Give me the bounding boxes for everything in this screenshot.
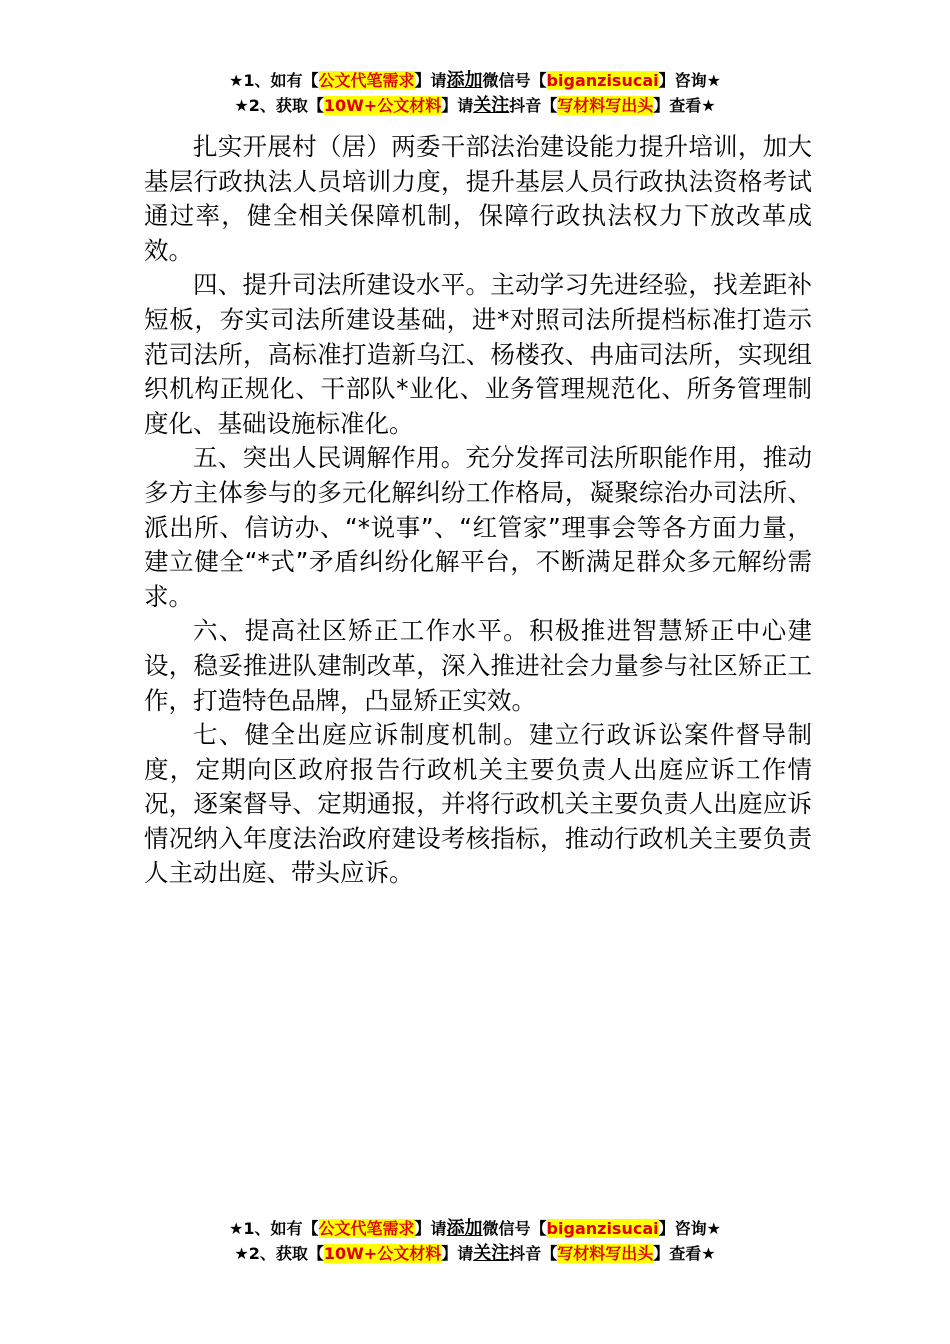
banner-highlight: 10W+公文材料 [323, 96, 442, 115]
banner-text: 】请 [414, 71, 447, 90]
banner-text: 抖音【 [509, 96, 558, 115]
banner-text: 】请 [441, 96, 474, 115]
banner-underline: 添加 [446, 1218, 483, 1239]
document-body [144, 130, 812, 891]
banner-text: ★2、获取【 [234, 1244, 324, 1263]
banner-line-2 [0, 1241, 950, 1266]
banner-text: 抖音【 [509, 1244, 558, 1263]
banner-text: 微信号【 [482, 71, 547, 90]
footer-banner [0, 1216, 950, 1266]
banner-wechat-id: biganzisucai [546, 1219, 659, 1238]
banner-douyin-id: 写材料写出头 [557, 96, 654, 115]
banner-text: 】查看★ [653, 1244, 716, 1263]
banner-douyin-id: 写材料写出头 [557, 1244, 654, 1263]
banner-text: 】查看★ [653, 96, 716, 115]
banner-highlight: 公文代笔需求 [318, 1219, 415, 1238]
banner-text: 】咨询★ [658, 1219, 721, 1238]
paragraph: 五、突出人民调解作用。充分发挥司法所职能作用，推动多方主体参与的多元化解纠纷工作格局，凝聚综治办司法所、派出所、信访办、“*说事”、“红管家”理事会等各方面力量，建立健全“*式”矛盾纠纷化解平台，不断满足群众多元解纷需求。 [144, 443, 812, 611]
banner-wechat-id: biganzisucai [546, 71, 659, 90]
banner-underline: 关注 [473, 95, 510, 116]
paragraph: 扎实开展村（居）两委干部法治建设能力提升培训，加大基层行政执法人员培训力度，提升基层人员行政执法资格考试通过率，健全相关保障机制，保障行政执法权力下放改革成效。 [144, 132, 812, 265]
banner-text: ★1、如有【 [229, 71, 319, 90]
banner-text: ★1、如有【 [229, 1219, 319, 1238]
banner-highlight: 10W+公文材料 [323, 1244, 442, 1263]
paragraph: 四、提升司法所建设水平。主动学习先进经验，找差距补短板，夯实司法所建设基础，进*对照司法所提档标准打造示范司法所，高标准打造新乌江、杨楼孜、冉庙司法所，实现组织机构正规化、干部队*业化、业务管理规范化、所务管理制度化、基础设施标准化。 [144, 270, 812, 438]
banner-underline: 关注 [473, 1243, 510, 1264]
paragraph: 七、健全出庭应诉制度机制。建立行政诉讼案件督导制度，定期向区政府报告行政机关主要负责人出庭应诉工作情况，逐案督导、定期通报，并将行政机关主要负责人出庭应诉情况纳入年度法治政府建设考核指标，推动行政机关主要负责人主动出庭、带头应诉。 [144, 720, 812, 888]
banner-highlight: 公文代笔需求 [318, 71, 415, 90]
banner-underline: 添加 [446, 70, 483, 91]
banner-text: 】咨询★ [658, 71, 721, 90]
banner-text: 】请 [414, 1219, 447, 1238]
banner-line-1 [0, 1216, 950, 1241]
banner-text: 微信号【 [482, 1219, 547, 1238]
banner-line-1 [0, 68, 950, 93]
paragraph: 六、提高社区矫正工作水平。积极推进智慧矫正中心建设，稳妥推进队建制改革，深入推进社会力量参与社区矫正工作，打造特色品牌，凸显矫正实效。 [144, 616, 812, 715]
header-banner [0, 68, 950, 118]
banner-line-2 [0, 93, 950, 118]
banner-text: 】请 [441, 1244, 474, 1263]
banner-text: ★2、获取【 [234, 96, 324, 115]
